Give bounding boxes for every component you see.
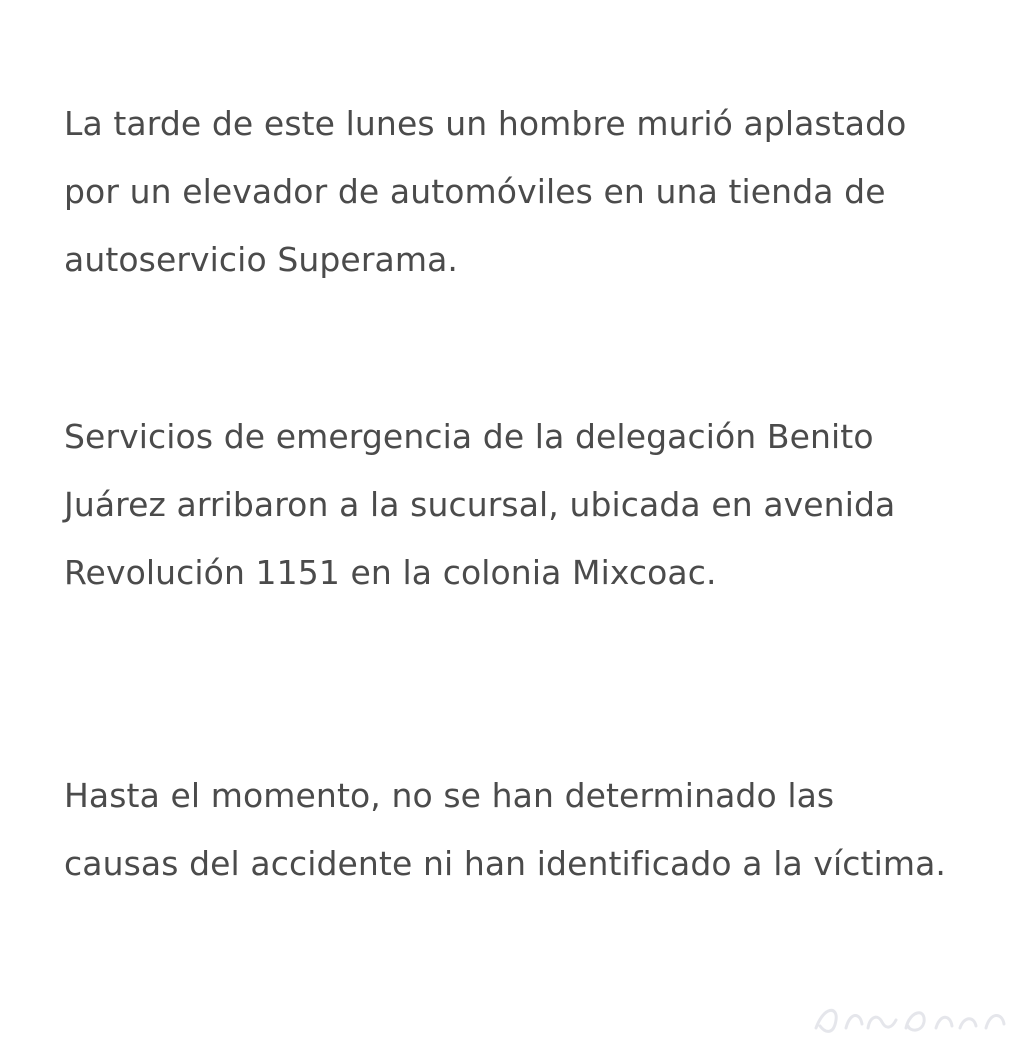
paragraph-3 bbox=[64, 762, 964, 898]
paragraph-2 bbox=[64, 403, 964, 607]
paragraph-1-line-1: La tarde de este lunes un hombre murió aplastado bbox=[64, 104, 907, 143]
paragraph-2-line-3: Revolución 1151 en la colonia Mixcoac. bbox=[64, 553, 717, 592]
paragraph-1-line-2: por un elevador de automóviles en una tienda de bbox=[64, 172, 886, 211]
paragraph-3-line-2: causas del accidente ni han identificado a la víctima. bbox=[64, 844, 946, 883]
paragraph-1 bbox=[64, 90, 964, 294]
paragraph-2-line-2: Juárez arribaron a la sucursal, ubicada en avenida bbox=[64, 485, 896, 524]
paragraph-3-line-1: Hasta el momento, no se han determinado las bbox=[64, 776, 835, 815]
paragraph-2-line-1: Servicios de emergencia de la delegación Benito bbox=[64, 417, 874, 456]
watermark-icon bbox=[806, 998, 1016, 1038]
paragraph-1-line-3: autoservicio Superama. bbox=[64, 240, 458, 279]
